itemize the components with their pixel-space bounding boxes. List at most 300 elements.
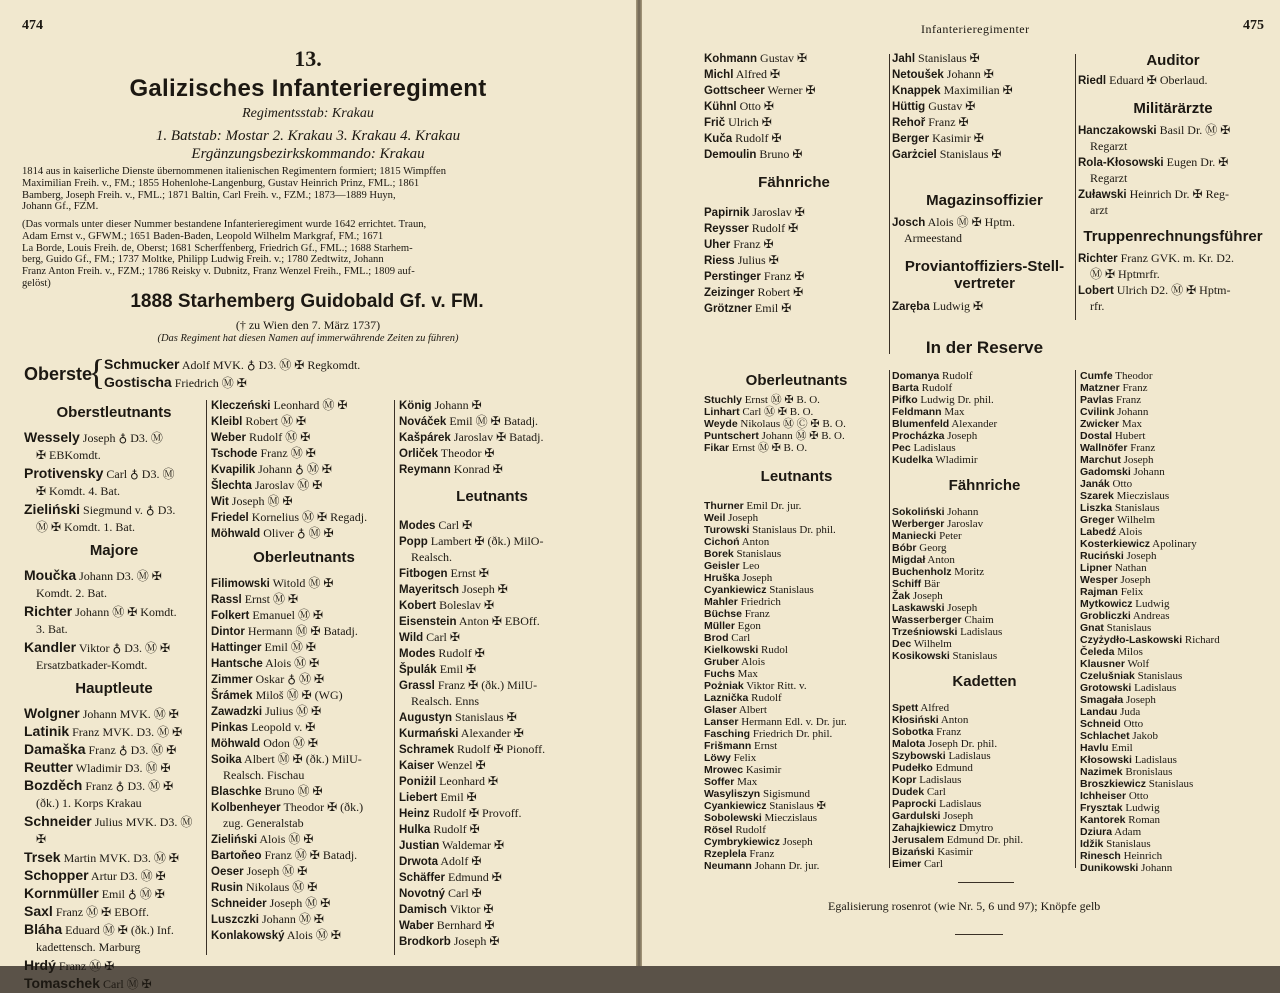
officer-entry: Spett Alfred bbox=[892, 702, 950, 714]
officer-entry: Matzner Franz bbox=[1080, 382, 1148, 394]
officer-entry: Sobolewski Mieczislaus bbox=[704, 812, 818, 824]
officer-entry: Ⓜ ✠ Hptmrfr. bbox=[1090, 267, 1160, 281]
brace: { bbox=[88, 352, 106, 392]
history-line: Bamberg, Joseph Freih. v., FML.; 1871 Baltin, Carl Freih. v., FZM.; 1873—1889 Huyn, bbox=[22, 189, 396, 201]
officer-entry: Szarek Mieczislaus bbox=[1080, 490, 1170, 502]
officer-entry: Kobert Boleslav ✠ bbox=[399, 598, 495, 612]
officer-entry: Greger Wilhelm bbox=[1080, 514, 1156, 526]
officer-entry: Rassl Ernst Ⓜ ✠ bbox=[211, 592, 299, 606]
officer-entry: Knappek Maximilian ✠ bbox=[892, 83, 1013, 97]
officer-entry: Reysser Rudolf ✠ bbox=[704, 221, 799, 235]
officer-entry: Zahajkiewicz Dmytro bbox=[892, 822, 994, 834]
officer-entry: Mahler Friedrich bbox=[704, 596, 781, 608]
officer-entry: Kandler Viktor ♁ D3. Ⓜ ✠ bbox=[24, 639, 171, 655]
section-heading: Oberleutnants bbox=[253, 549, 355, 566]
list-block bbox=[892, 258, 1077, 314]
officer-entry: Folkert Emanuel Ⓜ ✠ bbox=[211, 608, 324, 622]
officer-entry: Hruška Joseph bbox=[704, 572, 773, 584]
officer-entry: Richter Johann Ⓜ ✠ Komdt. bbox=[24, 603, 177, 619]
section-heading: Magazinsoffizier bbox=[926, 192, 1043, 209]
officer-entry: Kosterkiewicz Apolinary bbox=[1080, 538, 1197, 550]
officer-entry: Dunikowski Johann bbox=[1080, 862, 1173, 874]
list-block bbox=[892, 188, 1077, 246]
officer-entry: Havlu Emil bbox=[1080, 742, 1133, 754]
officer-entry: Rehoř Franz ✠ bbox=[892, 115, 969, 129]
history-line: 1814 aus in kaiserliche Dienste übernommenen italienischen Regimentern formiert; 1815 Wimpffen bbox=[22, 166, 446, 177]
officer-entry: Orliček Theodor ✠ bbox=[399, 446, 495, 460]
section-heading: Leutnants bbox=[456, 488, 528, 505]
officer-entry: Popp Lambert ✠ (ðk.) MilO- bbox=[399, 534, 544, 548]
officer-entry: Berger Kasimir ✠ bbox=[892, 131, 984, 145]
officer-entry: Hulka Rudolf ✠ bbox=[399, 822, 480, 836]
officer-entry: Zieliński Siegmund v. ♁ D3. bbox=[24, 501, 176, 517]
officer-entry: Latinik Franz MVK. D3. Ⓜ ✠ bbox=[24, 723, 183, 739]
officer-entry: Zawadzki Julius Ⓜ ✠ bbox=[211, 704, 322, 718]
officer-entry: Landau Juda bbox=[1080, 706, 1141, 718]
officer-entry: Marchut Joseph bbox=[1080, 454, 1154, 466]
list-block bbox=[892, 50, 1072, 162]
officer-entry: Bizański Kasimir bbox=[892, 846, 973, 858]
section-heading: Kadetten bbox=[952, 673, 1017, 690]
officer-entry: Idžik Stanislaus bbox=[1080, 838, 1151, 850]
officer-entry: Rajman Felix bbox=[1080, 586, 1144, 598]
history-line: Adam Ernst v., GFWM.; 1651 Baden-Baden, Leopold Wilhelm Markgraf, FM.; 1671 bbox=[22, 230, 384, 242]
regiment-title: Galizisches Infanterieregiment bbox=[129, 75, 487, 102]
entry-continuation: Ersatzbatkader-Komdt. bbox=[36, 658, 148, 672]
column-divider bbox=[1075, 54, 1076, 320]
section-heading: Proviantoffiziers-Stell- bbox=[904, 258, 1065, 275]
officer-entry: Nováček Emil Ⓜ ✠ Batadj. bbox=[399, 414, 539, 428]
officer-entry: Rösel Rudolf bbox=[704, 824, 766, 836]
officer-entry: Kašpárek Jaroslav ✠ Batadj. bbox=[399, 430, 544, 444]
section-heading: Fähnriche bbox=[758, 174, 830, 191]
officer-entry: Barta Rudolf bbox=[892, 382, 953, 394]
officer-entry: Grotowski Ladislaus bbox=[1080, 682, 1177, 694]
entry-continuation: (ðk.) 1. Korps Krakau bbox=[36, 796, 142, 810]
officer-entry: Pinkas Leopold v. ✠ bbox=[211, 720, 316, 734]
officer-entry: Kleczeński Leonhard Ⓜ ✠ bbox=[211, 398, 348, 412]
officer-entry: Szybowski Ladislaus bbox=[892, 750, 991, 762]
officer-entry: Luszczki Johann Ⓜ ✠ bbox=[211, 912, 324, 926]
reserve-heading: In der Reserve bbox=[925, 338, 1044, 357]
officer-entry: Kaiser Wenzel ✠ bbox=[399, 758, 486, 772]
history-line: Maximilian Freih. v., FM.; 1855 Hohenlohe-Langenburg, Gustav Heinrich Prinz, FML.; 1861 bbox=[22, 177, 420, 189]
regiment-history bbox=[22, 166, 577, 213]
officer-entry: Blaschke Bruno Ⓜ ✠ bbox=[211, 784, 323, 798]
end-ornament bbox=[955, 934, 1003, 935]
officer-entry: Schopper Artur D3. Ⓜ ✠ bbox=[24, 867, 166, 883]
officer-entry: Dintor Hermann Ⓜ ✠ Batadj. bbox=[211, 624, 358, 638]
entry-continuation: Komdt. 2. Bat. bbox=[36, 586, 107, 600]
officer-entry: Soika Albert Ⓜ ✠ (ðk.) MilU- bbox=[211, 752, 362, 766]
officer-entry: Wolgner Johann MVK. Ⓜ ✠ bbox=[24, 705, 179, 721]
officer-entry: Czyżydło-Laskowski Richard bbox=[1080, 634, 1220, 646]
officer-entry: Buchenholz Moritz bbox=[892, 566, 985, 578]
officer-entry: Drwota Adolf ✠ bbox=[399, 854, 482, 868]
officer-entry: Richter Franz GVK. m. Kr. D2. bbox=[1078, 251, 1234, 265]
officer-entry: Lipner Nathan bbox=[1080, 562, 1147, 574]
officer-entry: Wasyliszyn Sigismund bbox=[704, 788, 811, 800]
column-divider bbox=[889, 370, 890, 868]
officer-entry: Rola-Kłosowski Eugen Dr. ✠ bbox=[1078, 155, 1229, 169]
officer-entry: Justian Waldemar ✠ bbox=[399, 838, 505, 852]
officer-entry: Regarzt bbox=[1090, 139, 1128, 153]
regiment-history-former bbox=[22, 219, 577, 290]
officer-entry: Šrámek Miloš Ⓜ ✠ (WG) bbox=[211, 688, 343, 702]
officer-entry: Kohmann Gustav ✠ bbox=[704, 51, 808, 65]
officer-entry: Michl Alfred ✠ bbox=[704, 67, 781, 81]
officer-entry: Gnat Stanislaus bbox=[1080, 622, 1152, 634]
officer-entry: Wit Joseph Ⓜ ✠ bbox=[211, 494, 293, 508]
officer-entry: Weyde Nikolaus Ⓜ Ⓒ ✠ B. O. bbox=[704, 418, 846, 430]
officer-entry: Zimmer Oskar ♁ Ⓜ ✠ bbox=[211, 672, 325, 686]
footer-note: Egalisierung rosenrot (wie Nr. 5, 6 und 97); Knöpfe gelb bbox=[828, 899, 1101, 913]
officer-entry: Damisch Viktor ✠ bbox=[399, 902, 494, 916]
regimentsstab: Regimentsstab: Krakau bbox=[242, 106, 374, 121]
officer-entry: Pożniak Viktor Ritt. v. bbox=[704, 680, 807, 692]
column-divider bbox=[1075, 370, 1076, 868]
officer-entry: Zuławski Heinrich Dr. ✠ Reg- bbox=[1078, 187, 1229, 201]
officer-entry: Fikar Ernst Ⓜ ✠ B. O. bbox=[704, 442, 808, 454]
officer-entry: Waber Bernhard ✠ bbox=[399, 918, 495, 932]
officer-entry: Soffer Max bbox=[704, 776, 758, 788]
officer-entry: Eimer Carl bbox=[892, 858, 943, 870]
page-number: 474 bbox=[22, 18, 43, 33]
officer-entry: Laskawski Joseph bbox=[892, 602, 978, 614]
officer-entry: Lobert Ulrich D2. Ⓜ ✠ Hptm- bbox=[1078, 283, 1231, 297]
officer-entry: Migdał Anton bbox=[892, 554, 955, 566]
page-number: 475 bbox=[1243, 18, 1264, 33]
list-block bbox=[704, 50, 884, 316]
officer-entry: Jahl Stanislaus ✠ bbox=[892, 51, 980, 65]
officer-entry: Czelušniak Stanislaus bbox=[1080, 670, 1183, 682]
officer-entry: Schiff Bär bbox=[892, 578, 940, 590]
officer-entry: Jerusalem Edmund Dr. phil. bbox=[892, 834, 1024, 846]
officer-entry: Grobliczki Andreas bbox=[1080, 610, 1170, 622]
officer-entry: Fitbogen Ernst ✠ bbox=[399, 566, 489, 580]
officer-entry: Ruciński Joseph bbox=[1080, 550, 1157, 562]
officer-entry: Friedel Kornelius Ⓜ ✠ Regadj. bbox=[211, 510, 368, 524]
officer-entry: Schlachet Jakob bbox=[1080, 730, 1159, 742]
officer-entry: Demoulin Bruno ✠ bbox=[704, 147, 803, 161]
history-line: gelöst) bbox=[22, 277, 51, 289]
ergaenzungsbezirk: Ergänzungsbezirkskommando: Krakau bbox=[191, 146, 425, 162]
officer-entry: Grötzner Emil ✠ bbox=[704, 301, 792, 315]
oberst-entry: Schmucker Adolf MVK. ♁ D3. Ⓜ ✠ Regkomdt. bbox=[104, 356, 361, 372]
officer-entry: Janák Otto bbox=[1080, 478, 1133, 490]
officer-entry: Bartoňeo Franz Ⓜ ✠ Batadj. bbox=[211, 848, 358, 862]
officer-entry: Tschode Franz Ⓜ ✠ bbox=[211, 446, 316, 460]
officer-entry: Regarzt bbox=[1090, 171, 1128, 185]
column-3 bbox=[399, 397, 585, 949]
officer-entry: Broszkiewicz Stanislaus bbox=[1080, 778, 1194, 790]
officer-entry: Wild Carl ✠ bbox=[399, 630, 460, 644]
officer-entry: Konlakowský Alois Ⓜ ✠ bbox=[211, 928, 341, 942]
officer-entry: Trześniowski Ladislaus bbox=[892, 626, 1003, 638]
entry-continuation: ✠ bbox=[36, 832, 47, 846]
officer-entry: Špulák Emil ✠ bbox=[399, 662, 477, 676]
column-1 bbox=[24, 398, 204, 992]
officer-entry: Rinesch Heinrich bbox=[1080, 850, 1163, 862]
officer-entry: Oeser Joseph Ⓜ ✠ bbox=[211, 864, 308, 878]
officer-entry: Dziura Adam bbox=[1080, 826, 1142, 838]
section-heading: Truppenrechnungsführer bbox=[1083, 228, 1263, 245]
entry-continuation: Realsch. Fischau bbox=[223, 768, 305, 782]
officer-entry: Rusin Nikolaus Ⓜ ✠ bbox=[211, 880, 318, 894]
officer-entry: Dostal Hubert bbox=[1080, 430, 1146, 442]
officer-entry: Geisler Leo bbox=[704, 560, 760, 572]
officer-entry: Laznička Rudolf bbox=[704, 692, 782, 704]
officer-entry: Kudelka Wladimir bbox=[892, 454, 978, 466]
officer-entry: Tomaschek Carl Ⓜ ✠ bbox=[24, 975, 152, 991]
officer-entry: Wallnöfer Franz bbox=[1080, 442, 1156, 454]
entry-continuation: Ⓜ ✠ Komdt. 1. Bat. bbox=[36, 520, 136, 534]
officer-entry: Feldmann Max bbox=[892, 406, 965, 418]
footer-rule bbox=[958, 882, 1014, 883]
history-line: Johann Gf., FZM. bbox=[22, 201, 99, 213]
officer-entry: Pavlas Franz bbox=[1080, 394, 1142, 406]
officer-entry: Zeizinger Robert ✠ bbox=[704, 285, 804, 299]
section-heading: vertreter bbox=[954, 275, 1015, 292]
officer-entry: Wasserberger Chaim bbox=[892, 614, 994, 626]
officer-entry: Armeestand bbox=[904, 231, 962, 245]
regiment-number: 13. bbox=[294, 46, 322, 71]
officer-entry: Lanser Hermann Edl. v. Dr. jur. bbox=[704, 716, 847, 728]
officer-entry: Dudek Carl bbox=[892, 786, 946, 798]
officer-entry: Netoušek Johann ✠ bbox=[892, 67, 994, 81]
officer-entry: Riedl Eduard ✠ Oberlaud. bbox=[1078, 73, 1208, 87]
officer-entry: Turowski Stanislaus Dr. phil. bbox=[704, 524, 836, 536]
officer-entry: Perstinger Franz ✠ bbox=[704, 269, 805, 283]
column-divider bbox=[889, 54, 890, 354]
officer-entry: Protivensky Carl ♁ D3. Ⓜ bbox=[24, 465, 175, 481]
officer-entry: Frišmann Ernst bbox=[704, 740, 778, 752]
oberst-entry: Gostischa Friedrich Ⓜ ✠ bbox=[104, 374, 247, 390]
section-heading: Majore bbox=[89, 542, 139, 559]
officer-entry: Brodkorb Joseph ✠ bbox=[399, 934, 500, 948]
officer-entry: Mrowec Kasimir bbox=[704, 764, 782, 776]
officer-entry: Procházka Joseph bbox=[892, 430, 978, 442]
officer-entry: Zwicker Max bbox=[1080, 418, 1143, 430]
officer-entry: Sokoliński Johann bbox=[892, 506, 979, 518]
officer-entry: Dec Wilhelm bbox=[892, 638, 952, 650]
officer-entry: arzt bbox=[1090, 203, 1108, 217]
entry-continuation: Realsch. bbox=[411, 550, 452, 564]
officer-entry: Kopr Ladislaus bbox=[892, 774, 962, 786]
officer-entry: Schäffer Edmund ✠ bbox=[399, 870, 502, 884]
entry-continuation: Realsch. Enns bbox=[411, 694, 479, 708]
officer-entry: Kuča Rudolf ✠ bbox=[704, 131, 782, 145]
officer-entry: Cichoń Anton bbox=[704, 536, 770, 548]
officer-entry: Saxl Franz Ⓜ ✠ EBOff. bbox=[24, 903, 149, 919]
section-heading: Oberstleutnants bbox=[56, 404, 172, 421]
officer-entry: Pifko Ludwig Dr. phil. bbox=[892, 394, 994, 406]
officer-entry: Kantorek Roman bbox=[1080, 814, 1161, 826]
list-block bbox=[1078, 50, 1268, 88]
officer-entry: Cvilink Johann bbox=[1080, 406, 1149, 418]
entry-continuation: zug. Generalstab bbox=[223, 816, 304, 830]
officer-entry: Pec Ladislaus bbox=[892, 442, 956, 454]
officer-entry: Stuchly Ernst Ⓜ ✠ B. O. bbox=[704, 394, 820, 406]
officer-entry: Filimowski Witold Ⓜ ✠ bbox=[211, 576, 334, 590]
officer-entry: Papirnik Jaroslav ✠ bbox=[704, 205, 805, 219]
officer-entry: Augustyn Stanislaus ✠ bbox=[399, 710, 517, 724]
entry-continuation: 3. Bat. bbox=[36, 622, 68, 636]
section-heading: Oberleutnants bbox=[745, 372, 848, 389]
officer-entry: Poniżil Leonhard ✠ bbox=[399, 774, 499, 788]
officer-entry: Linhart Carl Ⓜ ✠ B. O. bbox=[704, 406, 814, 418]
history-line: La Borde, Louis Freih. de, Oberst; 1681 Scherffenberg, Friedrich Gf., FML.; 1688 Starhem- bbox=[22, 242, 413, 254]
right-page bbox=[642, 0, 1280, 966]
officer-entry: Möhwald Oliver ♁ Ⓜ ✠ bbox=[211, 526, 334, 540]
officer-entry: Zieliński Alois Ⓜ ✠ bbox=[211, 832, 314, 846]
officer-entry: Gruber Alois bbox=[704, 656, 765, 668]
officer-entry: Bozděch Franz ♁ D3. Ⓜ ✠ bbox=[24, 777, 174, 793]
entry-continuation: kadettensch. Marburg bbox=[36, 940, 141, 954]
officer-entry: Borek Stanislaus bbox=[704, 548, 782, 560]
officer-entry: Werberger Jaroslav bbox=[892, 518, 984, 530]
officer-entry: Wessely Joseph ♁ D3. Ⓜ bbox=[24, 429, 163, 445]
list-block bbox=[1080, 370, 1270, 874]
officer-entry: Damaška Franz ♁ D3. Ⓜ ✠ bbox=[24, 741, 177, 757]
officer-entry: Kurmański Alexander ✠ bbox=[399, 726, 524, 740]
oberste-list bbox=[104, 355, 434, 391]
officer-entry: Domanya Rudolf bbox=[892, 370, 973, 382]
officer-entry: Liszka Stanislaus bbox=[1080, 502, 1160, 514]
officer-entry: Kleibl Robert Ⓜ ✠ bbox=[211, 414, 307, 428]
officer-entry: Gadomski Johann bbox=[1080, 466, 1165, 478]
officer-entry: König Johann ✠ bbox=[399, 398, 482, 412]
officer-entry: Müller Egon bbox=[704, 620, 761, 632]
officer-entry: Riess Julius ✠ bbox=[704, 253, 779, 267]
officer-entry: Maniecki Peter bbox=[892, 530, 962, 542]
officer-entry: Kolbenheyer Theodor ✠ (ðk.) bbox=[211, 800, 364, 814]
officer-entry: Eisenstein Anton ✠ EBOff. bbox=[399, 614, 540, 628]
list-block bbox=[1078, 224, 1268, 314]
officer-entry: Uher Franz ✠ bbox=[704, 237, 774, 251]
officer-entry: Hüttig Gustav ✠ bbox=[892, 99, 976, 113]
officer-entry: Reymann Konrad ✠ bbox=[399, 462, 503, 476]
officer-entry: Modes Carl ✠ bbox=[399, 518, 473, 532]
officer-entry: Gardulski Joseph bbox=[892, 810, 974, 822]
officer-entry: Kłosiński Anton bbox=[892, 714, 969, 726]
chief-death: († zu Wien den 7. März 1737) bbox=[235, 318, 381, 332]
officer-entry: Reutter Wladimir D3. Ⓜ ✠ bbox=[24, 759, 171, 775]
column-2 bbox=[211, 397, 397, 943]
officer-entry: Cymbrykiewicz Joseph bbox=[704, 836, 813, 848]
chief-note: (Das Regiment hat diesen Namen auf immerwährende Zeiten zu führen) bbox=[157, 333, 459, 344]
officer-entry: Bóbr Georg bbox=[892, 542, 947, 554]
officer-entry: Heinz Rudolf ✠ Provoff. bbox=[399, 806, 522, 820]
officer-entry: Frič Ulrich ✠ bbox=[704, 115, 772, 129]
officer-entry: Hrdý Franz Ⓜ ✠ bbox=[24, 957, 115, 973]
officer-entry: Löwy Felix bbox=[704, 752, 757, 764]
history-line: (Das vormals unter dieser Nummer bestandene Infanterieregiment wurde 1642 errichtet. Traun, bbox=[22, 219, 427, 230]
officer-entry: Möhwald Odon Ⓜ ✠ bbox=[211, 736, 318, 750]
officer-entry: Cyankiewicz Stanislaus bbox=[704, 584, 814, 596]
officer-entry: Hantsche Alois Ⓜ ✠ bbox=[211, 656, 320, 670]
officer-entry: Malota Joseph Dr. phil. bbox=[892, 738, 998, 750]
entry-continuation: ✠ Komdt. 4. Bat. bbox=[36, 484, 121, 498]
officer-entry: Bláha Eduard Ⓜ ✠ (ðk.) Inf. bbox=[24, 921, 174, 937]
section-heading: Militärärzte bbox=[1133, 100, 1213, 117]
officer-entry: Weber Rudolf Ⓜ ✠ bbox=[211, 430, 311, 444]
battalions: 1. Batstab: Mostar 2. Krakau 3. Krakau 4. Krakau bbox=[155, 128, 461, 144]
officer-entry: Garżciel Stanislaus ✠ bbox=[892, 147, 1002, 161]
officer-entry: Kühnl Otto ✠ bbox=[704, 99, 774, 113]
officer-entry: Weil Joseph bbox=[704, 512, 759, 524]
column-divider bbox=[206, 400, 207, 955]
officer-entry: Schramek Rudolf ✠ Pionoff. bbox=[399, 742, 546, 756]
history-line: berg, Guido Gf., FM.; 1737 Moltke, Philipp Ludwig Freih. v.; 1780 Zedtwitz, Johann bbox=[22, 254, 384, 266]
officer-entry: Gottscheer Werner ✠ bbox=[704, 83, 816, 97]
officer-entry: Sobotka Franz bbox=[892, 726, 962, 738]
officer-entry: Smagała Joseph bbox=[1080, 694, 1156, 706]
officer-entry: Nazimek Bronislaus bbox=[1080, 766, 1173, 778]
officer-entry: Trsek Martin MVK. D3. Ⓜ ✠ bbox=[24, 849, 179, 865]
officer-entry: Brod Carl bbox=[704, 632, 751, 644]
officer-entry: Čeleda Milos bbox=[1080, 646, 1143, 658]
officer-entry: Zaręba Ludwig ✠ bbox=[892, 299, 984, 313]
officer-entry: Mytkowicz Ludwig bbox=[1080, 598, 1170, 610]
list-block bbox=[704, 368, 889, 872]
officer-entry: Wesper Joseph bbox=[1080, 574, 1151, 586]
officer-entry: Hattinger Emil Ⓜ ✠ bbox=[211, 640, 316, 654]
officer-entry: Büchse Franz bbox=[704, 608, 770, 620]
running-head: Infanterieregimenter bbox=[921, 22, 1030, 36]
officer-entry: Schneider Joseph Ⓜ ✠ bbox=[211, 896, 331, 910]
officer-entry: Šlechta Jaroslav Ⓜ ✠ bbox=[211, 478, 323, 492]
column-divider bbox=[394, 400, 395, 955]
officer-entry: Cyankiewicz Stanislaus ✠ bbox=[704, 800, 826, 812]
officer-entry: Kłosowski Ladislaus bbox=[1080, 754, 1177, 766]
officer-entry: Pudełko Edmund bbox=[892, 762, 973, 774]
officer-entry: Žak Joseph bbox=[892, 590, 943, 602]
officer-entry: Glaser Albert bbox=[704, 704, 767, 716]
list-block bbox=[892, 370, 1077, 870]
officer-entry: Paprocki Ladislaus bbox=[892, 798, 982, 810]
section-heading: Leutnants bbox=[760, 468, 833, 485]
section-heading: Auditor bbox=[1146, 52, 1200, 69]
oberste-label: Oberste bbox=[24, 364, 93, 384]
officer-entry: Kosikowski Stanislaus bbox=[892, 650, 998, 662]
officer-entry: Josch Alois Ⓜ ✠ Hptm. bbox=[892, 215, 1015, 229]
officer-entry: Schneid Otto bbox=[1080, 718, 1144, 730]
officer-entry: Neumann Johann Dr. jur. bbox=[704, 860, 820, 872]
officer-entry: Fasching Friedrich Dr. phil. bbox=[704, 728, 833, 740]
officer-entry: Rzeplela Franz bbox=[704, 848, 775, 860]
section-heading: Hauptleute bbox=[75, 680, 153, 697]
officer-entry: Kvapilik Johann ♁ Ⓜ ✠ bbox=[211, 462, 332, 476]
officer-entry: Thurner Emil Dr. jur. bbox=[704, 500, 802, 512]
officer-entry: Kielkowski Rudol bbox=[704, 644, 788, 656]
left-page bbox=[0, 0, 636, 991]
officer-entry: Blumenfeld Alexander bbox=[892, 418, 998, 430]
officer-entry: Cumfe Theodor bbox=[1080, 370, 1153, 382]
officer-entry: rfr. bbox=[1090, 299, 1105, 313]
officer-entry: Ichheiser Otto bbox=[1080, 790, 1149, 802]
officer-entry: Moučka Johann D3. Ⓜ ✠ bbox=[24, 567, 162, 583]
officer-entry: Liebert Emil ✠ bbox=[399, 790, 477, 804]
officer-entry: Schneider Julius MVK. D3. Ⓜ bbox=[24, 813, 193, 829]
officer-entry: Frysztak Ludwig bbox=[1080, 802, 1160, 814]
officer-entry: Kornmüller Emil ♁ Ⓜ ✠ bbox=[24, 885, 165, 901]
officer-entry: Puntschert Johann Ⓜ ✠ B. O. bbox=[704, 430, 845, 442]
officer-entry: Klausner Wolf bbox=[1080, 658, 1150, 670]
officer-entry: Novotný Carl ✠ bbox=[399, 886, 482, 900]
officer-entry: Modes Rudolf ✠ bbox=[399, 646, 485, 660]
officer-entry: Grassl Franz ✠ (ðk.) MilU- bbox=[399, 678, 538, 692]
